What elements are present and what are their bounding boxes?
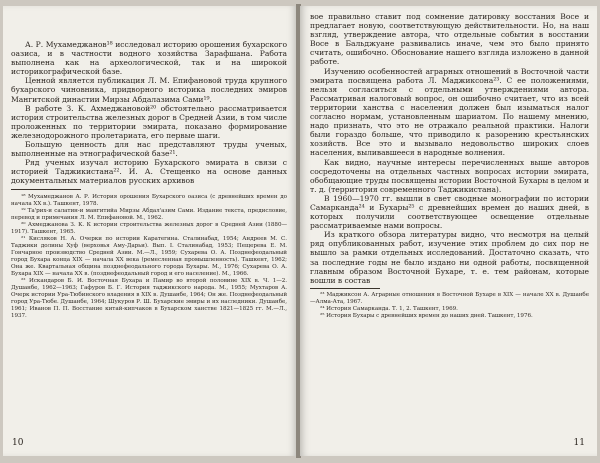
right-paragraph-2: Изучению особенностей аграрных отношений в Восточной части эмирата посвящена работа Л. Маджиксона²³. С ее положениями, нельзя согласиться с отдельными утверждениями автора. Рассматривая налоговый вопрос, он ошибочно считает, что из всей территории ханства с населения должен был изыматься налог согласно нормам, установленным шариатом. По нашему мнению, надо признать, что это не отражало реальной практики. Налоги были гораздо больше, что приводило к разорению крестьянских хозяйств. Все это и вызывало недовольство широких слоев населения, выливавшееся в народные волнения. (310, 66, 589, 158)
right-paragraph-5: Из краткого обзора литературы видно, что несмотря на целый ряд опубликованных работ, изучение этих проблем до сих пор не вышло за рамки отдельных исследований. Достаточно сказать, что за последние годы не было издано ни одной работы, посвященной главным образом Восточной Бухаре, т. е. тем районам, которые вошли в состав (310, 230, 589, 285)
footnote-18: ¹⁸ Мухамеджанов А. Р. История орошения Бухарского оазиса (с древнейших времен до начала XX в.). Ташкент, 1978. (11, 193, 287, 207)
left-paragraph-5: Ряд ученых изучал историю Бухарского эмирата в связи с историей Таджикистана²². И. А. Стещенко на основе данных документальных материалов русских архивов (11, 158, 287, 186)
right-footnotes (310, 292, 589, 320)
right-paragraph-1: вое правильно ставит под сомнение датировку восстания Восе и предлагает новую, соответствующую действительности. Но, на наш взгляд, утверждение автора, что отдельные события в восстании Восе в Бальджуане развивались иначе, чем это было принято считать, ошибочно. Обоснование нашего взгляда изложено в данной работе. (310, 12, 589, 67)
left-paragraph-1: А. Р. Мухамеджанов¹⁸ исследовал историю орошения бухарского оазиса, и в частности водного хозяйства Зарафшана. Работа выполнена как на археологической, так и на широкой историкографической базе. (11, 40, 287, 77)
footnote-20: ²⁰ Ахмеджанова З. К. К истории строительства железных дорог в Средней Азии (1880—1917). Ташкент, 1965. (11, 221, 287, 235)
footnote-divider (310, 288, 380, 289)
left-footnotes (11, 194, 287, 321)
left-paragraph-3: В работе З. К. Ахмеджановой²⁰ обстоятельно рассматривается история строительства железных дорог в Средней Азии, в том числе проложенных по территории эмирата, показано формирование железнодорожного пролетариата, его первые шаги. (11, 103, 287, 140)
footnote-22: ²² Искандаров Б. И. Восточная Бухара и Памир во второй половине XIX в. Ч. 1—2. Душанбе, 1962—1963; Гафуров Б. Г. История таджикского народа. М., 1955; Мухтаров А. Очерк истории Ура-Тюбинского владения в XIX в. Душанбе, 1964; Он же. Позднефеодальный город Ура-Тюбе. Душанбе, 1964; Шукуров Р. Ш. Бухарские эмиры и их наследники. Душанбе, 1961; Иванов П. П. Восстание китай-кипчаков в Бухарском ханстве 1821—1825 гг. М.—Л., 1937. (11, 278, 287, 320)
footnote-25: ²⁵ История Бухары с древнейших времен до наших дней. Ташкент, 1976. (320, 312, 533, 319)
left-paragraph-2: Ценной является публикация Л. М. Епифановой труда крупного бухарского чиновника, придворного историка последних эмиров Мангитской династии Мирзы Абдалазима Сами¹⁹. (11, 76, 287, 104)
left-page (3, 6, 297, 456)
footnote-21: ²¹ Кисляков Н. А. Очерки по истории Каратегина. Сталинабад, 1954; Андреев М. С. Таджики долины Хуф (верховья Аму-Дарьи). Вып. I. Сталинабад, 1953; Пещерева Е. М. Гончарное производство Средней Азии. М.—Л., 1959; Сухарева О. А. Позднефеодальный город Бухара конца XIX — начала XX века (ремесленная промышленность). Ташкент, 1962; Она же. Квартальная община позднефеодального города Бухары. М., 1976; Сухарева О. А. Бухара XIX — начала XX в. (позднефеодальный город и его население). М., 1966. (11, 235, 287, 278)
footnote-19: ¹⁹ Та'рих-и салатин-и мангитийа Мирзы Абдал'азим Сами. Издание текста, предисловие, перевод и примечания Л. М. Епифановой. М., 1962. (11, 207, 287, 221)
page-number-right: 11 (573, 438, 585, 448)
page-number-left: 10 (12, 438, 24, 448)
right-paragraph-4: В 1960—1970 гг. вышли в свет сводные монографии по истории Самарканда²⁴ и Бухары²⁵ с древнейших времен до наших дней, в которых получили соответствующее освещение отдельные рассматриваемые нами вопросы. (310, 193, 589, 231)
footnote-24: ²⁴ История Самарканда. Т. 1, 2. Ташкент, 1969. (320, 305, 458, 312)
right-page (300, 6, 597, 456)
footnote-divider (11, 189, 81, 190)
footnote-23: ²³ Маджиксон А. Аграрные отношения в Восточной Бухаре в XIX — начале XX в. Душанбе—Алма-Ата, 1967. (310, 291, 589, 305)
left-paragraph-4: Большую ценность для нас представляют труды ученых, выполненные на этнографической базе²¹. (11, 140, 287, 159)
right-paragraph-3: Как видно, научные интересы перечисленных выше авторов сосредоточены на отдельных частных вопросах истории эмирата, обобщающие труды посвящены истории Восточной Бухары в целом и т. д. (территория современного Таджикистана). (310, 157, 589, 194)
